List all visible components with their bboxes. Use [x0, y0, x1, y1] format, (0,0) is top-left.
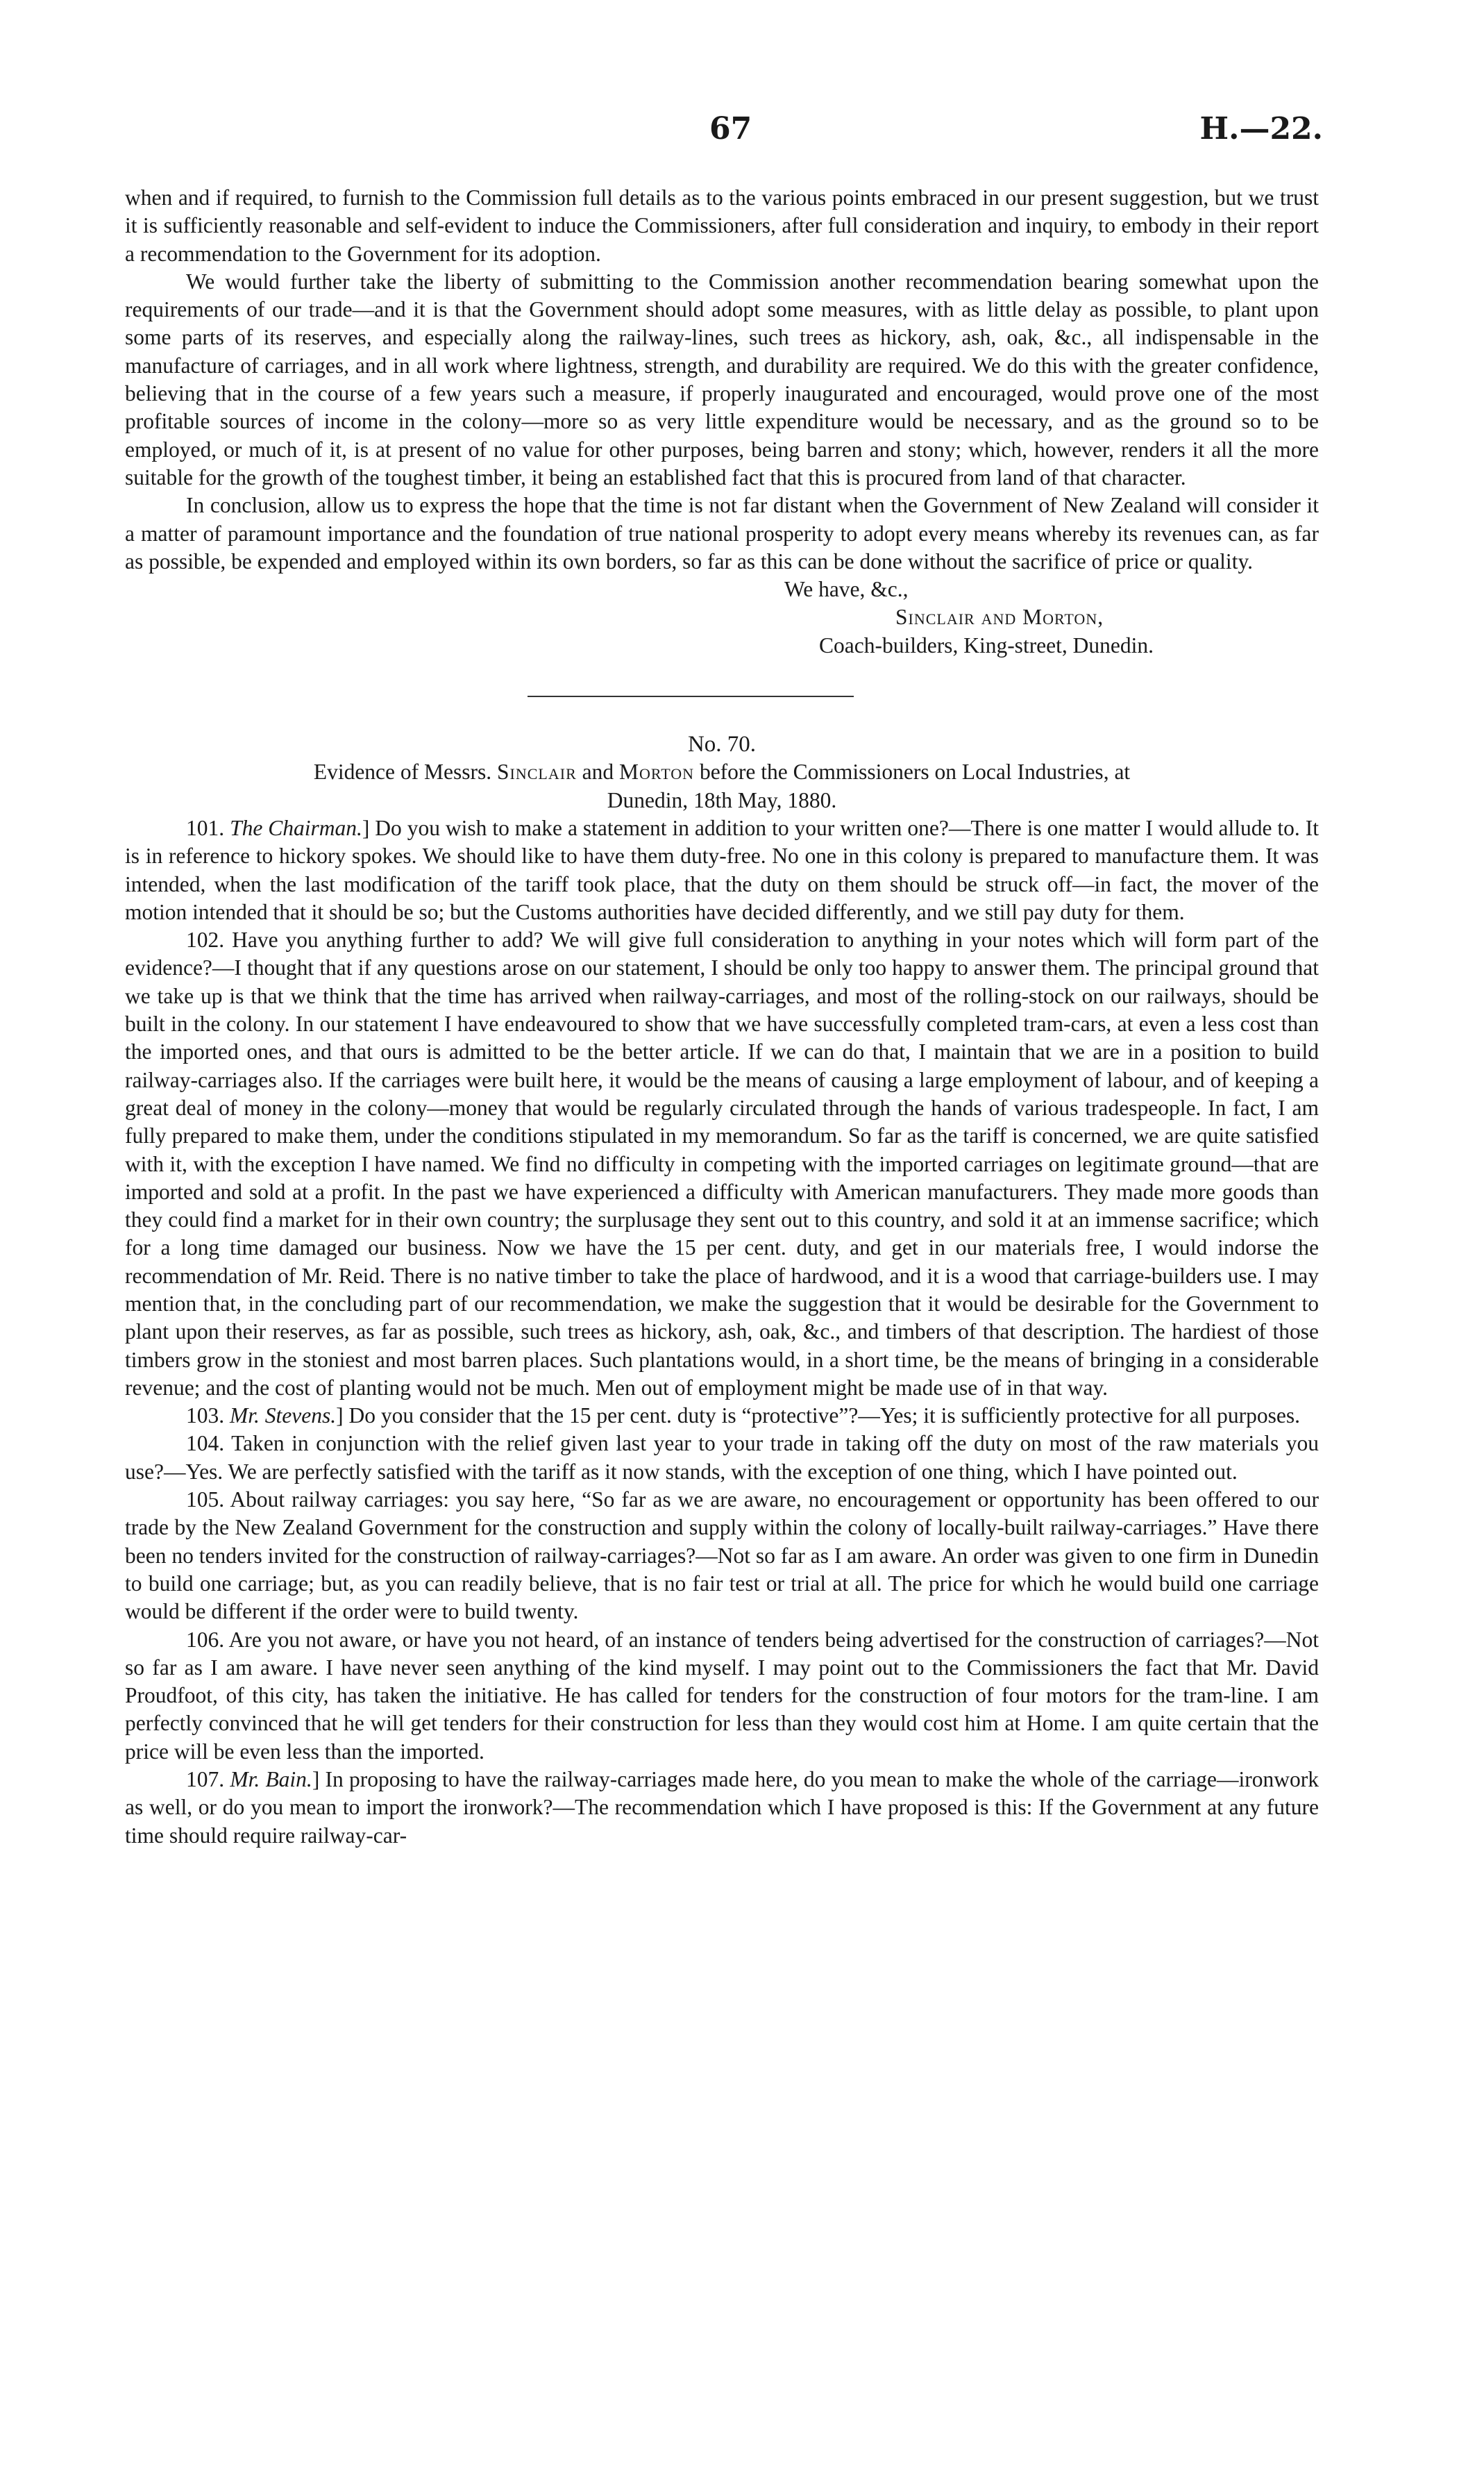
question-text: About railway carriages: you say here, “So far as we are aware, no encouragement or opportunity has been offered to our trade by the New Zealand Government for the construction and supply within the colony of locally-built railway-carriages.” Have there been no tenders invited for the construction of railway-carriages?—Not so far as I am aware. An order was given to one firm in Dunedin to build one carriage; but, as you can readily believe, that is no fair test or trial at all. The price for which he would build one carriage would be different if the order were to build twenty.: [125, 1487, 1319, 1624]
question-104: [125, 1430, 1319, 1486]
signatories: Sinclair and Morton,: [895, 605, 1104, 630]
evidence-title-line-2: Dunedin, 18th May, 1880.: [607, 787, 837, 812]
question-101: [125, 814, 1319, 926]
page-number: 67: [709, 111, 752, 147]
question-text: Have you anything further to add? We will give full consideration to anything in your notes which will form part of the evidence?—I thought that if any questions arose on our statement, I should be only too happy to answer them. The principal ground that we take up is that we think that the time has arrived when railway-carriages, and most of the rolling-stock on our railways, should be built in the colony. In our statement I have endeavoured to show that we have successfully completed tram-cars, at even a less cost than the imported ones, and that ours is admitted to be the better article. If we can do that, I maintain that we are in a position to build railway-carriages also. If the carriages were built here, it would be the means of causing a large employment of labour, and of keeping a great deal of money in the colony—money that would be regularly circulated through the hands of various tradespeople. In fact, I am fully prepared to make them, under the conditions stipulated in my memorandum. So far as the tariff is concerned, we are quite satisfied with it, with the exception I have named. We find no difficulty in competing with the imported carriages on legitimate ground—that are imported and sold at a profit. In the past we have experienced a difficulty with American manufacturers. They made more goods than they could find a market for in their own country; the surplusage they sent out to this country, and sold it at an immense sacrifice; which for a long time damaged our business. Now we have the 15 per cent. duty, and get in our materials free, I would indorse the recommendation of Mr. Reid. There is no native timber to take the place of hardwood, and it is a wood that carriage-builders use. I may mention that, in the concluding part of our recommendation, we make the suggestion that it would be desirable for the Government to plant upon their reserves, as far as possible, such trees as hickory, ash, oak, &c., and timbers of that description. The hardiest of those timbers grow in the stoniest and most barren places. Such plantations would, in a short time, be the means of bringing in a considerable revenue; and the cost of planting would not be much. Men out of employment might be made use of in that way.: [125, 928, 1319, 1400]
question-number: 105.: [186, 1487, 225, 1512]
evidence-name-1: Sinclair: [497, 760, 577, 785]
letter-closing: We have, &c.,: [784, 577, 909, 602]
evidence-title-after: before the Commissioners on Local Industries, at: [699, 760, 1131, 785]
evidence-title-before: Evidence of Messrs.: [313, 760, 492, 785]
letter-signature: [125, 576, 1319, 660]
question-text: Taken in conjunction with the relief given last year to your trade in taking off the duty on most of the raw materials you use?—Yes. We are perfectly satisfied with the tariff as it now stands, with the exception of one thing, which I have pointed out.: [125, 1431, 1319, 1484]
signatory-address: Coach-builders, King-street, Dunedin.: [819, 633, 1154, 658]
document-reference: H.—22.: [1199, 111, 1323, 147]
question-number: 102.: [186, 928, 225, 953]
question-number: 106.: [186, 1627, 225, 1652]
evidence-name-2: Morton: [618, 760, 695, 785]
question-102: [125, 926, 1319, 1402]
question-text: ] Do you wish to make a statement in addition to your written one?—There is one matter I would allude to. It is in reference to hickory spokes. We should like to have them duty-free. No one in this colony is prepared to manufacture them. It was intended, when the last modification of the tariff took place, that the duty on them should be struck off—in fact, the mover of the motion intended that it should be so; but the Customs authorities have decided differently, and we still pay duty for them.: [125, 815, 1319, 924]
evidence-title: [125, 758, 1319, 814]
letter-paragraph: We would further take the liberty of submitting to the Commission another recommendation bearing somewhat upon the requirements of our trade—and it is that the Government should adopt some measures, with as little delay as possible, to plant upon some parts of its reserves, and especially along the railway-lines, such trees as hickory, ash, oak, &c., all indispensable in the manufacture of carriages, and in all work where lightness, strength, and durability are required. We do this with the greater confidence, believing that in the course of a few years such a measure, if properly inaugurated and encouraged, would prove one of the most profitable sources of income in the colony—more so as very little expenditure would be necessary, and as the ground so to be employed, or much of it, is at present of no value for other purposes, being barren and stony; which, however, renders it all the more suitable for the growth of the toughest timber, it being an established fact that this is procured from land of that character.: [125, 269, 1319, 490]
question-105: [125, 1486, 1319, 1625]
question-text: ] In proposing to have the railway-carriages made here, do you mean to make the whole of the carriage—ironwork as well, or do you mean to import the ironwork?—The recommendation which I have proposed is this: If the Government at any future time should require railway-car-: [125, 1767, 1319, 1848]
letter-paragraph: In conclusion, allow us to express the hope that the time is not far distant when the Government of New Zealand will consider it a matter of paramount importance and the foundation of true national prosperity to adopt every means whereby its revenues can, as far as possible, be expended and employed within its own borders, so far as this can be done without the sacrifice of price or quality.: [125, 493, 1319, 574]
page-header: [0, 111, 1484, 160]
question-number: 107.: [186, 1767, 225, 1792]
question-107: [125, 1766, 1319, 1850]
question-number: 103.: [186, 1403, 225, 1428]
section-divider: [528, 696, 854, 697]
question-number: 104.: [186, 1431, 225, 1456]
question-speaker: Mr. Bain.: [230, 1767, 312, 1792]
evidence-number: No. 70.: [687, 732, 757, 758]
question-103: [125, 1402, 1319, 1430]
document-body: [125, 184, 1319, 1850]
question-speaker: The Chairman.: [230, 815, 362, 840]
letter-paragraph: when and if required, to furnish to the Commission full details as to the various points embraced in our present suggestion, but we trust it is sufficiently reasonable and self-evident to induce the Commissioners, after full consideration and inquiry, to embody in their report a recommendation to the Government for its adoption.: [125, 185, 1319, 266]
question-number: 101.: [186, 815, 225, 840]
question-text: ] Do you consider that the 15 per cent. duty is “protective”?—Yes; it is sufficiently protective for all purposes.: [336, 1403, 1300, 1428]
question-text: Are you not aware, or have you not heard, of an instance of tenders being advertised for the construction of carriages?—Not so far as I am aware. I have never seen anything of the kind myself. I may point out to the Commissioners the fact that Mr. David Proudfoot, of this city, has taken the initiative. He has called for tenders for the construction of four motors for the tram-line. I am perfectly convinced that he will get tenders for their construction for less than they would cost him at Home. I am quite certain that the price will be even less than the imported.: [125, 1627, 1319, 1764]
question-106: [125, 1626, 1319, 1766]
question-speaker: Mr. Stevens.: [230, 1403, 337, 1428]
evidence-title-and: and: [582, 760, 614, 785]
